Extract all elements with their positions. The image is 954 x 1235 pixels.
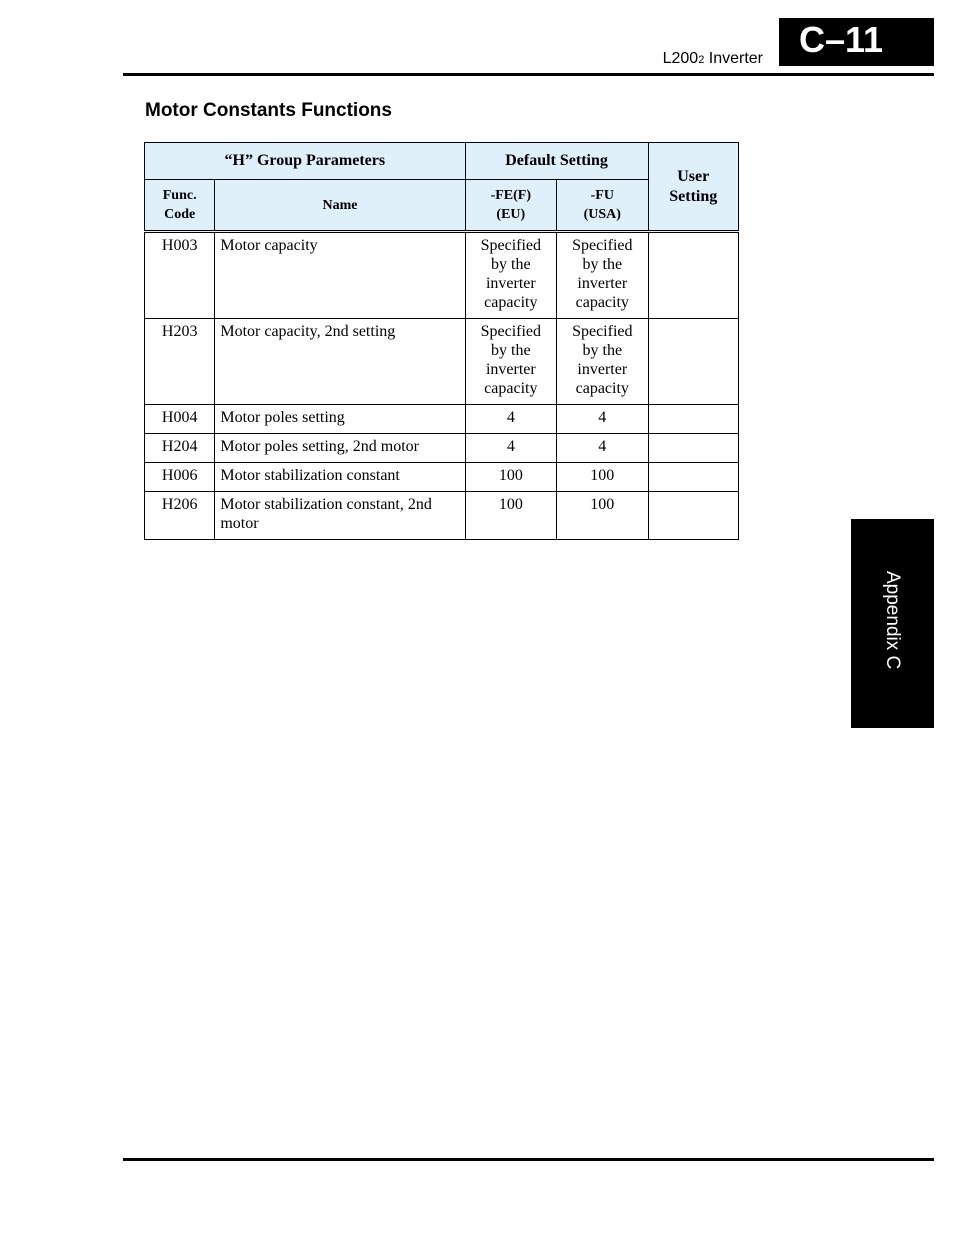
fu-default-line: Specified — [572, 237, 633, 254]
user-setting-header — [648, 143, 739, 232]
fu-header — [557, 180, 648, 232]
func-code-cell: H004 — [145, 405, 215, 434]
name-cell: Motor capacity — [215, 232, 465, 319]
name-header: Name — [215, 180, 465, 232]
appendix-side-tab — [851, 519, 934, 728]
fe-default-line: 100 — [498, 467, 523, 484]
fu-default-line: by the — [582, 256, 623, 273]
h-group-parameters-table — [144, 142, 739, 540]
table-row — [145, 319, 739, 405]
fu-default-line: inverter — [577, 361, 628, 378]
fe-default-line: by the — [491, 342, 531, 359]
name-cell: Motor poles setting — [215, 405, 465, 434]
fu-default-cell — [557, 319, 648, 405]
func-code-cell: H203 — [145, 319, 215, 405]
fe-default-line: capacity — [484, 380, 538, 397]
header-product-name — [600, 49, 763, 70]
fe-default-cell — [465, 463, 556, 492]
fu-default-line: by the — [582, 342, 623, 359]
fe-default-cell — [465, 319, 556, 405]
fu-default-line: capacity — [575, 380, 629, 397]
func-code-header — [145, 180, 215, 232]
fe-default-line: capacity — [484, 294, 538, 311]
header-rule — [123, 73, 934, 76]
footer-rule — [123, 1158, 934, 1161]
table-row — [145, 463, 739, 492]
fe-header-line2: (EU) — [496, 207, 526, 222]
product-type: Inverter — [704, 50, 763, 67]
name-cell: Motor poles setting, 2nd motor — [215, 434, 465, 463]
section-title: Motor Constants Functions — [145, 100, 392, 121]
fe-default-line: inverter — [485, 361, 536, 378]
func-code-cell: H006 — [145, 463, 215, 492]
func-code-header-line1: Func. — [162, 188, 197, 203]
table-row — [145, 405, 739, 434]
func-code-cell: H206 — [145, 492, 215, 540]
name-cell: Motor stabilization constant, 2nd motor — [215, 492, 465, 540]
fe-header-line1: -FE(F) — [490, 188, 532, 203]
fe-default-cell — [465, 492, 556, 540]
group-parameters-header: “H” Group Parameters — [145, 143, 466, 180]
fe-default-line: by the — [491, 256, 531, 273]
default-setting-header: Default Setting — [465, 143, 648, 180]
fe-default-cell — [465, 434, 556, 463]
fu-default-cell — [557, 492, 648, 540]
fe-default-line: 4 — [506, 409, 515, 426]
func-code-header-line2: Code — [164, 207, 196, 222]
fe-default-line: 4 — [506, 438, 515, 455]
user-setting-cell[interactable] — [648, 232, 739, 319]
name-cell: Motor capacity, 2nd setting — [215, 319, 465, 405]
user-setting-cell[interactable] — [648, 319, 739, 405]
func-code-cell: H204 — [145, 434, 215, 463]
fe-default-line: Specified — [480, 237, 542, 254]
fe-header — [465, 180, 556, 232]
appendix-side-tab-label: Appendix C — [882, 571, 903, 670]
fe-default-line: Specified — [480, 323, 542, 340]
func-code-cell: H003 — [145, 232, 215, 319]
user-setting-cell[interactable] — [648, 405, 739, 434]
product-model: L200 — [662, 50, 699, 67]
name-cell: Motor stabilization constant — [215, 463, 465, 492]
fu-header-line2: (USA) — [583, 207, 621, 222]
fu-default-cell — [557, 232, 648, 319]
fe-default-line: inverter — [485, 275, 536, 292]
fu-default-line: 4 — [598, 438, 607, 455]
fu-header-line1: -FU — [590, 188, 614, 203]
user-setting-cell[interactable] — [648, 492, 739, 540]
fu-default-line: 4 — [598, 409, 607, 426]
fu-default-line: inverter — [577, 275, 628, 292]
page-number-box — [779, 18, 934, 66]
table-row — [145, 434, 739, 463]
table-row — [145, 492, 739, 540]
page-number: C–11 — [799, 19, 884, 60]
fe-default-line: 100 — [498, 496, 523, 513]
table-row — [145, 232, 739, 319]
fu-default-line: 100 — [590, 496, 615, 513]
fe-default-cell — [465, 232, 556, 319]
product-model-suffix: 2 — [698, 54, 705, 66]
fu-default-line: capacity — [575, 294, 629, 311]
user-setting-cell[interactable] — [648, 463, 739, 492]
fu-default-cell — [557, 463, 648, 492]
user-setting-header-line2: Setting — [669, 187, 718, 205]
user-setting-cell[interactable] — [648, 434, 739, 463]
user-setting-header-line1: User — [677, 167, 710, 185]
fe-default-cell — [465, 405, 556, 434]
table-body — [145, 232, 739, 540]
fu-default-line: Specified — [572, 323, 633, 340]
fu-default-line: 100 — [590, 467, 615, 484]
fu-default-cell — [557, 405, 648, 434]
fu-default-cell — [557, 434, 648, 463]
